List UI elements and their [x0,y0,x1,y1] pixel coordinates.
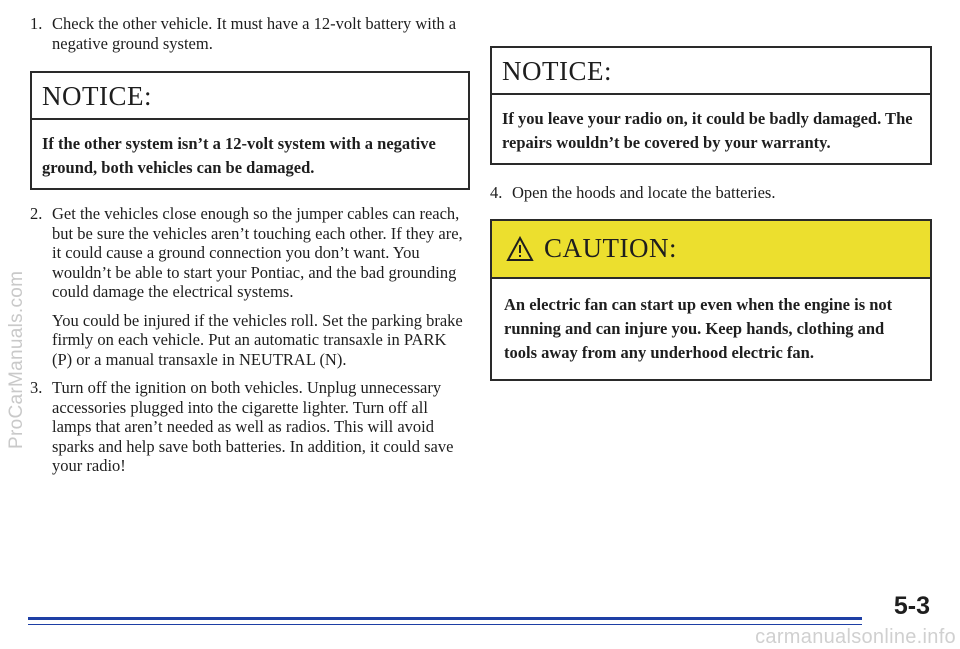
footer-rule-thin [28,624,862,625]
notice-body: If the other system isn’t a 12-volt system with a negative ground, both vehicles can be damaged. [42,134,436,177]
caution-header [492,221,930,279]
step-2-extra: You could be injured if the vehicles roll. Set the parking brake firmly on each vehicle. Put an automatic transaxle in PARK (P) or a manual transaxle in NEUTRAL (N). [52,310,463,369]
caution-body: An electric fan can start up even when the engine is not running and can injure you. Keep hands, clothing and tools away from any underhood electric fan. [504,294,893,362]
footer-rule-thick [28,617,862,620]
left-column [30,14,470,485]
notice-box-radio [490,46,932,165]
step-2-text: Get the vehicles close enough so the jumper cables can reach, but be sure the vehicles aren’t touching each other. If they are, it could cause a ground connection you don’t want. You wouldn’t be able to start your Pontiac, and the bad grounding could damage the electrical systems. [52,204,463,301]
caution-box [490,219,932,381]
notice-heading: NOTICE: [492,48,930,95]
notice-heading: NOTICE: [32,73,468,120]
step-1-number: 1. [30,14,43,33]
step-3-text: Turn off the ignition on both vehicles. Unplug unnecessary accessories plugged into the cigarette lighter. Turn off all lamps that aren’t needed as well as radios. This will avoid sparks and help save both batteries. In addition, it could save your radio! [52,378,454,475]
notice-box-ground [30,71,470,190]
step-2 [30,204,470,302]
watermark-left: ProCarManuals.com [6,270,27,450]
step-3 [30,378,470,476]
step-3-number: 3. [30,378,43,397]
step-4-number: 4. [490,183,503,202]
watermark-bottom: carmanualsonline.info [755,626,956,648]
right-column [490,46,932,381]
step-2-number: 2. [30,204,43,223]
step-1 [30,14,470,53]
step-4 [490,183,932,203]
page-number: 5-3 [893,592,930,620]
notice-body: If you leave your radio on, it could be badly damaged. The repairs wouldn’t be covered by your warranty. [502,109,913,152]
step-1-text: Check the other vehicle. It must have a 12-volt battery with a negative ground system. [52,14,457,53]
step-4-text: Open the hoods and locate the batteries. [512,183,776,202]
warning-triangle-icon [506,236,534,262]
caution-heading: CAUTION: [544,233,677,263]
